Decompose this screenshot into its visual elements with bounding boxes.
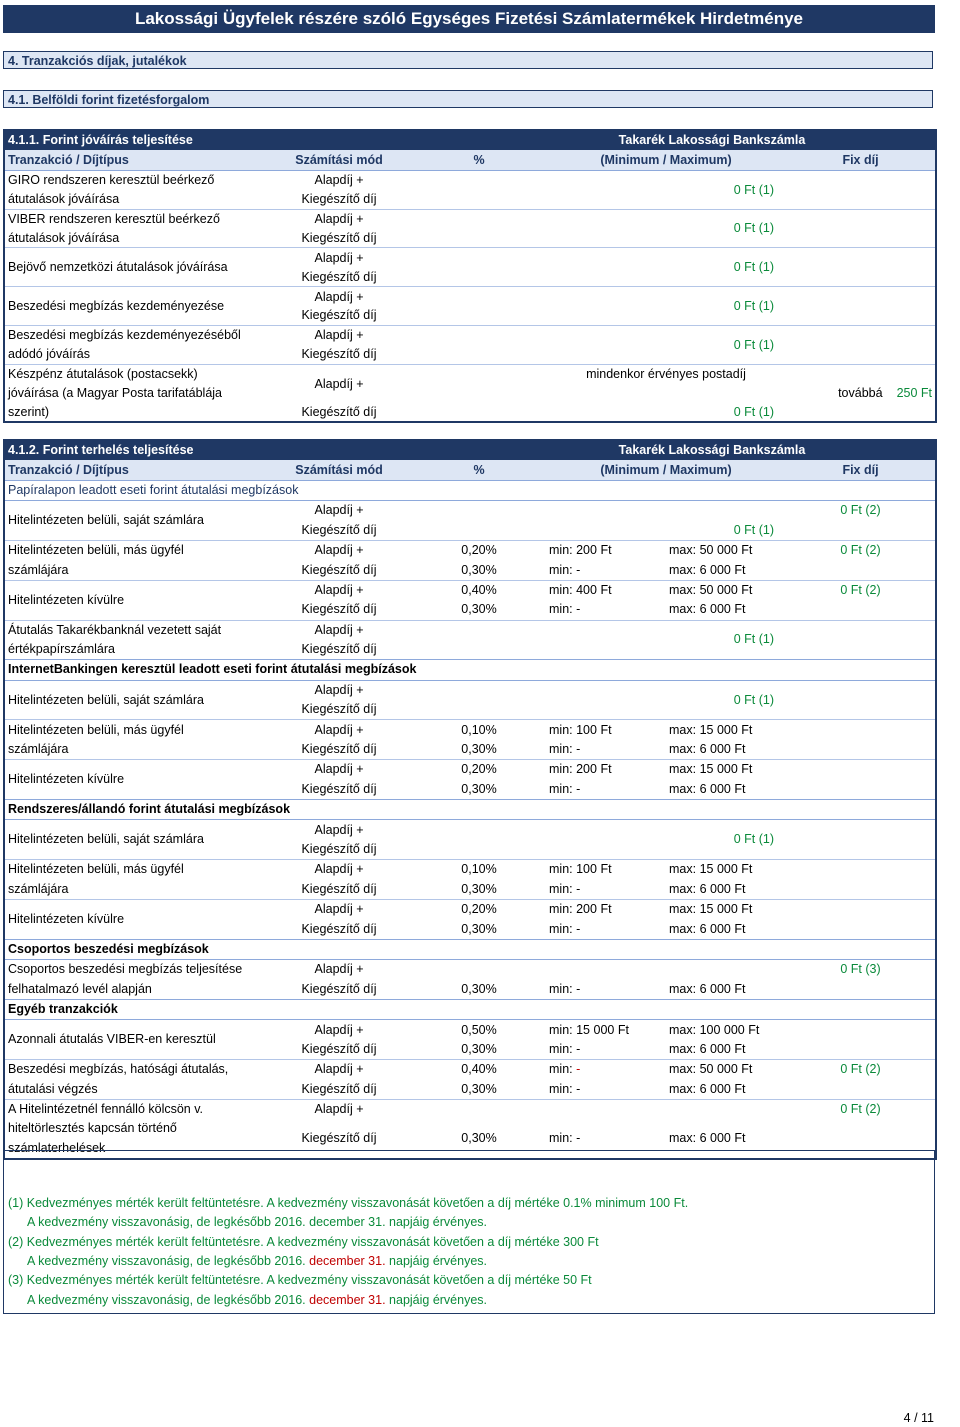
group-header: Csoportos beszedési megbízások — [4, 939, 936, 959]
column-header-row — [4, 460, 936, 480]
debit-fee-table — [3, 439, 937, 1160]
table-row: Hitelintézeten belüli, más ügyfél Alapdíj + 0,10% min: 100 Ft max: 15 000 Ft — [4, 860, 936, 880]
table-header-row — [4, 130, 936, 150]
table-row: Beszedési megbízás kezdeményezéséből Alapdíj + 0 Ft (1) — [4, 325, 936, 344]
table-row: Hitelintézeten belüli, saját számlára Alapdíj + 0 Ft (1) — [8, 822, 774, 847]
table-row: Hitelintézeten kívülre Alapdíj + 0,40% min: 400 Ft max: 50 000 Ft 0 Ft (2) — [4, 580, 936, 600]
table-row: átutalások jóváírása Kiegészítő díj — [8, 192, 377, 207]
table-row: átutalási végzés Kiegészítő díj 0,30% min: - max: 6 000 Ft — [8, 1081, 746, 1096]
table-row: Kiegészítő díj — [301, 702, 377, 717]
table-row: Beszedési megbízás kezdeményezése Alapdíj + 0 Ft (1) — [4, 287, 936, 306]
table-row: adódó jóváírás Kiegészítő díj — [8, 347, 377, 362]
document-title: Lakossági Ügyfelek részére szóló Egységes Fizetési Számlatermékek Hirdetménye — [3, 5, 935, 33]
table-row: Kiegészítő díj — [301, 842, 377, 856]
table-row: Hitelintézeten kívülre Alapdíj + 0,20% min: 200 Ft max: 15 000 Ft — [4, 899, 936, 919]
footnote-2: (2) Kedvezményes mérték került feltüntetésre. A kedvezmény visszavonását követően a díj mértéke 300 Ft — [8, 1235, 599, 1249]
table-row: VIBER rendszeren keresztül beérkező Alapdíj + 0 Ft (1) — [4, 209, 936, 228]
product-name: Takarék Lakossági Bankszámla — [546, 440, 936, 460]
footnote-3: (3) Kedvezményes mérték került feltüntetésre. A kedvezmény visszavonását követően a díj mértéke 50 Ft — [8, 1273, 592, 1287]
table-row: Kiegészítő díj — [301, 308, 377, 323]
table-row: Hitelintézeten kívülre Alapdíj + 0,20% min: 200 Ft max: 15 000 Ft — [4, 760, 936, 780]
column-header-percent: % — [412, 460, 546, 480]
column-header-minmax: (Minimum / Maximum) — [546, 150, 786, 170]
column-header-fix: Fix díj — [786, 150, 936, 170]
group-header: InternetBankingen keresztül leadott eseti forint átutalási megbízások — [4, 660, 936, 680]
table-row: Hitelintézeten belüli, más ügyfél Alapdíj + 0,20% min: 200 Ft max: 50 000 Ft 0 Ft (2) — [4, 540, 936, 560]
table-row: Kiegészítő díj 0,30% min: - max: 6 000 Ft — [301, 921, 746, 936]
table-row: számlaterhelések — [8, 1140, 106, 1155]
column-header-transaction: Tranzakció / Díjtípus — [4, 460, 266, 480]
group-header: Egyéb tranzakciók — [4, 999, 936, 1019]
table-row: felhatalmazó levél alapján Kiegészítő díj 0,30% min: - max: 6 000 Ft — [8, 981, 746, 996]
table-row: számlájára Kiegészítő díj 0,30% min: - max: 6 000 Ft — [8, 742, 746, 757]
footnotes — [3, 1150, 935, 1314]
table-row: A Hitelintézetnél fennálló kölcsön v. Alapdíj + 0 Ft (2) — [4, 1099, 936, 1119]
table-row: Kiegészítő díj 0,30% min: - max: 6 000 Ft — [301, 602, 746, 617]
table-row: Készpénz átutalások (postacsekk) Alapdíj + mindenkor érvényes postadíj — [4, 364, 936, 383]
footnote-1-validity: A kedvezmény visszavonásig, de legkésőbb 2016. december 31. napjáig érvényes. — [27, 1215, 488, 1229]
table-row: számlájára Kiegészítő díj 0,30% min: - max: 6 000 Ft — [8, 562, 746, 577]
column-header-method: Számítási mód — [266, 150, 412, 170]
section-heading-4: 4. Tranzakciós díjak, jutalékok — [3, 51, 933, 69]
table-row: Bejövő nemzetközi átutalások jóváírása Alapdíj + 0 Ft (1) — [4, 248, 936, 267]
table-row: Kiegészítő díj 0,30% min: - max: 6 000 Ft — [301, 1041, 746, 1056]
table-row: Csoportos beszedési megbízás teljesítése Alapdíj + 0 Ft (3) — [8, 962, 881, 977]
table-row: átutalások jóváírása Kiegészítő díj — [8, 230, 377, 245]
column-header-row — [4, 150, 936, 170]
footnote-2-validity: A kedvezmény visszavonásig, de legkésőbb 2016. december 31. napjáig érvényes. — [27, 1254, 488, 1268]
table-row: hiteltörlesztés kapcsán történő Kiegészítő díj 0,30% min: - max: 6 000 Ft — [8, 1121, 746, 1146]
table-header-row — [4, 440, 936, 460]
footnote-1: (1) Kedvezményes mérték került feltüntetésre. A kedvezmény visszavonását követően a díj mértéke 0.1% minimum 100 Ft. — [8, 1196, 689, 1210]
table-row: Hitelintézeten belüli, más ügyfél Alapdíj + 0,10% min: 100 Ft max: 15 000 Ft — [4, 720, 936, 740]
table-title: 4.1.1. Forint jóváírás teljesítése — [4, 130, 412, 150]
table-row: számlájára Kiegészítő díj 0,30% min: - max: 6 000 Ft — [8, 881, 746, 896]
table-row: Azonnali átutalás VIBER-en keresztül Alapdíj + 0,50% min: 15 000 Ft max: 100 000 Ft — [8, 1022, 760, 1047]
credit-fee-table — [3, 129, 937, 423]
table-row: értékpapírszámlára Kiegészítő díj — [8, 642, 377, 657]
table-row: Átutalás Takarékbanknál vezetett saját Alapdíj + 0 Ft (1) — [4, 620, 936, 640]
product-name: Takarék Lakossági Bankszámla — [546, 130, 936, 150]
table-row: szerint) Kiegészítő díj 0 Ft (1) — [8, 404, 774, 419]
table-row: jóváírása (a Magyar Posta tarifatáblája továbbá 250 Ft — [8, 386, 932, 401]
column-header-percent: % — [412, 150, 546, 170]
table-title: 4.1.2. Forint terhelés teljesítése — [4, 440, 412, 460]
table-row: Beszedési megbízás, hatósági átutalás, Alapdíj + 0,40% min: - max: 50 000 Ft 0 Ft (2) — [4, 1060, 936, 1080]
column-header-minmax: (Minimum / Maximum) — [546, 460, 786, 480]
section-heading-4-1: 4.1. Belföldi forint fizetésforgalom — [3, 90, 933, 108]
group-header: Papíralapon leadott eseti forint átutalási megbízások — [4, 480, 936, 500]
table-row: Kiegészítő díj — [301, 269, 377, 284]
table-row: Kiegészítő díj 0 Ft (1) — [301, 522, 774, 537]
table-row: Kiegészítő díj 0,30% min: - max: 6 000 Ft — [301, 781, 746, 796]
table-row: Hitelintézeten belüli, saját számlára Alapdíj + 0 Ft (1) — [8, 682, 774, 707]
group-header: Rendszeres/állandó forint átutalási megbízások — [4, 800, 936, 820]
table-row: Hitelintézeten belüli, saját számlára Alapdíj + 0 Ft (2) — [8, 503, 881, 528]
table-row: GIRO rendszeren keresztül beérkező Alapdíj + 0 Ft (1) — [8, 173, 774, 197]
footnote-3-validity: A kedvezmény visszavonásig, de legkésőbb 2016. december 31. napjáig érvényes. — [27, 1293, 488, 1307]
page-number: 4 / 11 — [903, 1411, 934, 1425]
column-header-method: Számítási mód — [266, 460, 412, 480]
column-header-transaction: Tranzakció / Díjtípus — [4, 150, 266, 170]
column-header-fix: Fix díj — [786, 460, 936, 480]
